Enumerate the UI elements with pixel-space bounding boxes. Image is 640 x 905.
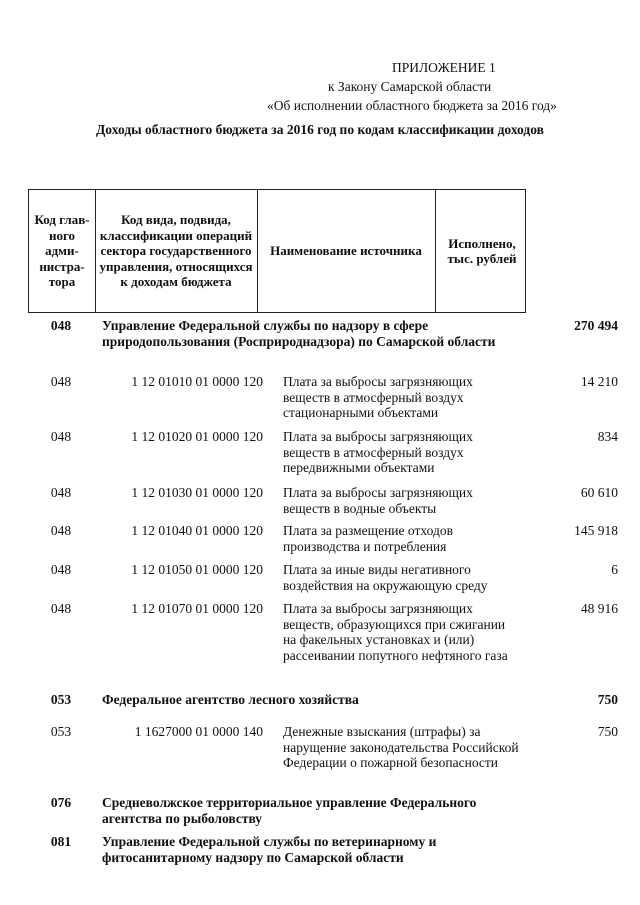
income-code: 1 12 01070 01 0000 120 [131,601,263,616]
executed-amount: 834 [597,429,618,444]
income-code: 1 12 01030 01 0000 120 [131,485,263,500]
source-name: Плата за выбросы загрязняющих веществ в атмосферный воздух передвижными объектами [283,429,473,475]
executed-amount: 145 918 [574,523,618,538]
table-header [28,189,526,313]
column-header-admin-code-text: Код глав-ного адми-нистра-тора [34,212,90,290]
admin-code: 048 [50,601,72,616]
column-divider [257,190,258,312]
admin-code: 048 [50,485,72,500]
admin-code: 053 [50,724,72,739]
source-name: Плата за размещение отходов производства и потребления [283,523,453,554]
administrator-name: Управление Федеральной службы по ветеринарному и фитосанитарному надзору по Самарской области [102,834,437,865]
executed-amount: 48 916 [580,601,618,616]
law-reference: к Закону Самарской области [328,79,492,94]
income-code: 1 12 01050 01 0000 120 [131,562,263,577]
executed-amount: 270 494 [574,318,618,333]
income-code: 1 12 01020 01 0000 120 [131,429,263,444]
administrator-name: Средневолжское территориальное управление Федерального агентства по рыболовству [102,795,477,826]
income-code: 1 1627000 01 0000 140 [134,724,263,739]
admin-code: 048 [50,429,72,444]
admin-code: 081 [50,834,72,849]
admin-code: 048 [50,523,72,538]
admin-code: 076 [50,795,72,810]
source-name: Плата за выбросы загрязняющих веществ, образующихся при сжигании на факельных установках и (или) рассеивании попутного нефтяного газа [283,601,508,663]
column-header-income-code-text: Код вида, подвида, классификации операций сектора государственного управления, относящихся к доходам бюджета [99,212,253,290]
admin-code: 048 [50,318,72,333]
column-header-executed [439,190,525,312]
source-name: Плата за иные виды негативного воздействия на окружающую среду [283,562,488,593]
law-title: «Об исполнении областного бюджета за 2016 год» [267,98,557,113]
column-header-source-name-text: Наименование источника [270,243,422,259]
column-divider [435,190,436,312]
appendix-label: ПРИЛОЖЕНИЕ 1 [392,60,496,75]
admin-code: 048 [50,562,72,577]
column-header-source-name [261,190,431,312]
source-name: Плата за выбросы загрязняющих веществ в водные объекты [283,485,473,516]
column-header-executed-text: Исполнено, тыс. рублей [447,235,517,266]
executed-amount: 750 [597,692,618,707]
administrator-name: Управление Федеральной службы по надзору в сфере природопользования (Росприроднадзора) по Самарской области [102,318,496,349]
column-header-income-code [99,190,253,312]
document-title: Доходы областного бюджета за 2016 год по кодам классификации доходов [96,122,544,137]
column-divider [95,190,96,312]
income-code: 1 12 01010 01 0000 120 [131,374,263,389]
admin-code: 053 [50,692,72,707]
column-header-admin-code [31,190,93,312]
executed-amount: 750 [597,724,618,739]
executed-amount: 6 [611,562,618,577]
admin-code: 048 [50,374,72,389]
executed-amount: 14 210 [580,374,618,389]
administrator-name: Федеральное агентство лесного хозяйства [102,692,359,707]
source-name: Плата за выбросы загрязняющих веществ в атмосферный воздух стационарными объектами [283,374,473,420]
executed-amount: 60 610 [580,485,618,500]
income-code: 1 12 01040 01 0000 120 [131,523,263,538]
source-name: Денежные взыскания (штрафы) за нарущение законодательства Российской Федерации о пожарной безопасности [283,724,519,770]
